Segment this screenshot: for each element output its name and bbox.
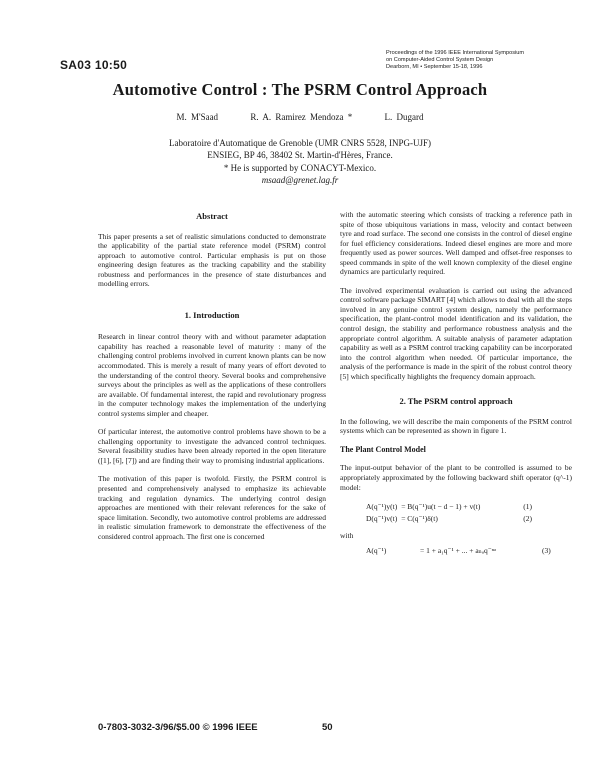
equation-number: (3): [542, 545, 551, 555]
affiliation-line: ENSIEG, BP 46, 38402 St. Martin-d'Hères, France.: [207, 150, 393, 161]
equation-number: (2): [523, 514, 532, 524]
author-email: msaad@grenet.lag.fr: [261, 174, 339, 185]
equation-lhs: A(q⁻¹): [366, 545, 387, 555]
body-paragraph: The involved experimental evaluation is carried out using the advanced control software package SIMART [4] which allows to deal with all the steps involved in any genuine control system design, namely the performance specification, the plant-control model identification and its validation, the control design, the stability and performance robustness analysis and the appropriate control algorithm. A suitable analysis of parameter adaptation capability as well as a PSRM control tracking capability can be incorporated into the control algorithm when needed. Of particular importance, the analysis of the performance is made in the spirit of the robust control theory [5] which specifically highlights the frequency domain approach.: [340, 285, 572, 381]
author-name: L. Dugard: [384, 112, 424, 122]
with-text: with: [340, 531, 354, 541]
affiliation-line: * He is supported by CONACYT-Mexico.: [223, 162, 377, 173]
equation-rhs: = 1 + a₁q⁻¹ + ... + aₙₐq⁻ⁿᵃ: [420, 545, 497, 555]
author-list: [0, 112, 600, 122]
left-column: [98, 212, 326, 550]
proceedings-note: [386, 50, 586, 71]
abstract-text: This paper presents a set of realistic simulations conducted to demonstrate the applicability of the partial state reference model (PSRM) control approach to automotive control. Particular emphasis is put on those engineering design features as the tracking capability and the stability robustness and performances in the presence of state disturbances and modelling errors.: [98, 231, 326, 289]
equation-row: [366, 545, 555, 557]
right-column: [340, 210, 572, 557]
introduction-heading: 1. Introduction: [184, 309, 240, 320]
intro-paragraph: Of particular interest, the automotive control problems have shown to be a challenging opportunity to investigate the advanced control techniques. Several feasibility studies have been already reported in the open literature ([1], [6], [7]) and are finding their way to promising industrial applications.: [98, 427, 326, 465]
session-label: SA03 10:50: [60, 58, 128, 72]
copyright-line: 0-7803-3032-3/96/$5.00 © 1996 IEEE: [98, 722, 258, 733]
intro-paragraph: Research in linear control theory with and without parameter adaptation capability has reached a reasonable level of maturity : many of the challenging control problems involved in current known plants can be now accommodated. This is merely a result of many years of effort devoted to the understanding of the control theory. Several books and comprehensive surveys about the principles as well as the applications of these controllers are available. Of fundamental interest, the rapid and revolutionary progress in the computer technology makes the implementation of the underlying control systems simpler and cheaper.: [98, 332, 326, 418]
section2-text: In the following, we will describe the main components of the PSRM control systems which can be represented as shown in figure 1.: [340, 416, 572, 436]
page-number: 50: [322, 722, 333, 733]
affiliation-line: Laboratoire d'Automatique de Grenoble (UMR CNRS 5528, INPG-UJF): [168, 138, 432, 148]
abstract-heading: Abstract: [196, 211, 228, 221]
equation-row: [366, 513, 536, 525]
body-paragraph: with the automatic steering which consists of tracking a reference path in spite of those ubiquitous variations in mass, velocity and contact between tyre and road surface. The second one consists in the control of diesel engine for fuel efficiency considerations. Indeed diesel engines are more and more frequently used as power sources. Well damped and offset-free responses to speed commands in spite of the well known complexity of the diesel engine dynamics are particularly required.: [340, 210, 572, 277]
equation-number: (1): [523, 502, 532, 512]
proceedings-line: Proceedings of the 1996 IEEE International Symposium: [386, 50, 525, 56]
equation-block: [366, 501, 536, 525]
equation-rhs: = B(q⁻¹)u(t − d − 1) + v(t): [401, 502, 481, 512]
equation-lhs: A(q⁻¹)y(t): [366, 502, 398, 512]
equation-block: [366, 545, 555, 557]
proceedings-line: Dearborn, MI • September 15-18, 1996: [386, 64, 483, 70]
author-name: R. A. Ramirez Mendoza *: [250, 112, 353, 122]
subsection-text: The input-output behavior of the plant to be controlled is assumed to be appropriately approximated by the following backward shift operator (q^-1) model:: [340, 463, 572, 492]
paper-title: Automotive Control : The PSRM Control Approach: [112, 80, 488, 99]
author-name: M. M'Saad: [176, 112, 219, 122]
proceedings-line: on Computer-Aided Control System Design: [386, 57, 494, 63]
intro-paragraph: The motivation of this paper is twofold. Firstly, the PSRM control is presented and comprehensively analysed to emphasize its achievable tracking and regulation dynamics. The underlying control design approaches are mentioned with their relevant references for the sake of space limitation. Secondly, two automotive control problems are addressed in realistic simulation framework to demonstrate the effectiveness of the considered control approach. The first one is concerned: [98, 474, 326, 541]
affiliation-block: [0, 137, 600, 186]
section2-heading: 2. The PSRM control approach: [399, 396, 513, 407]
equation-row: [366, 501, 536, 513]
equation-lhs: D(q⁻¹)v(t): [366, 514, 398, 524]
subsection-heading: The Plant Control Model: [340, 444, 426, 454]
equation-rhs: = C(q⁻¹)δ(t): [401, 514, 438, 524]
